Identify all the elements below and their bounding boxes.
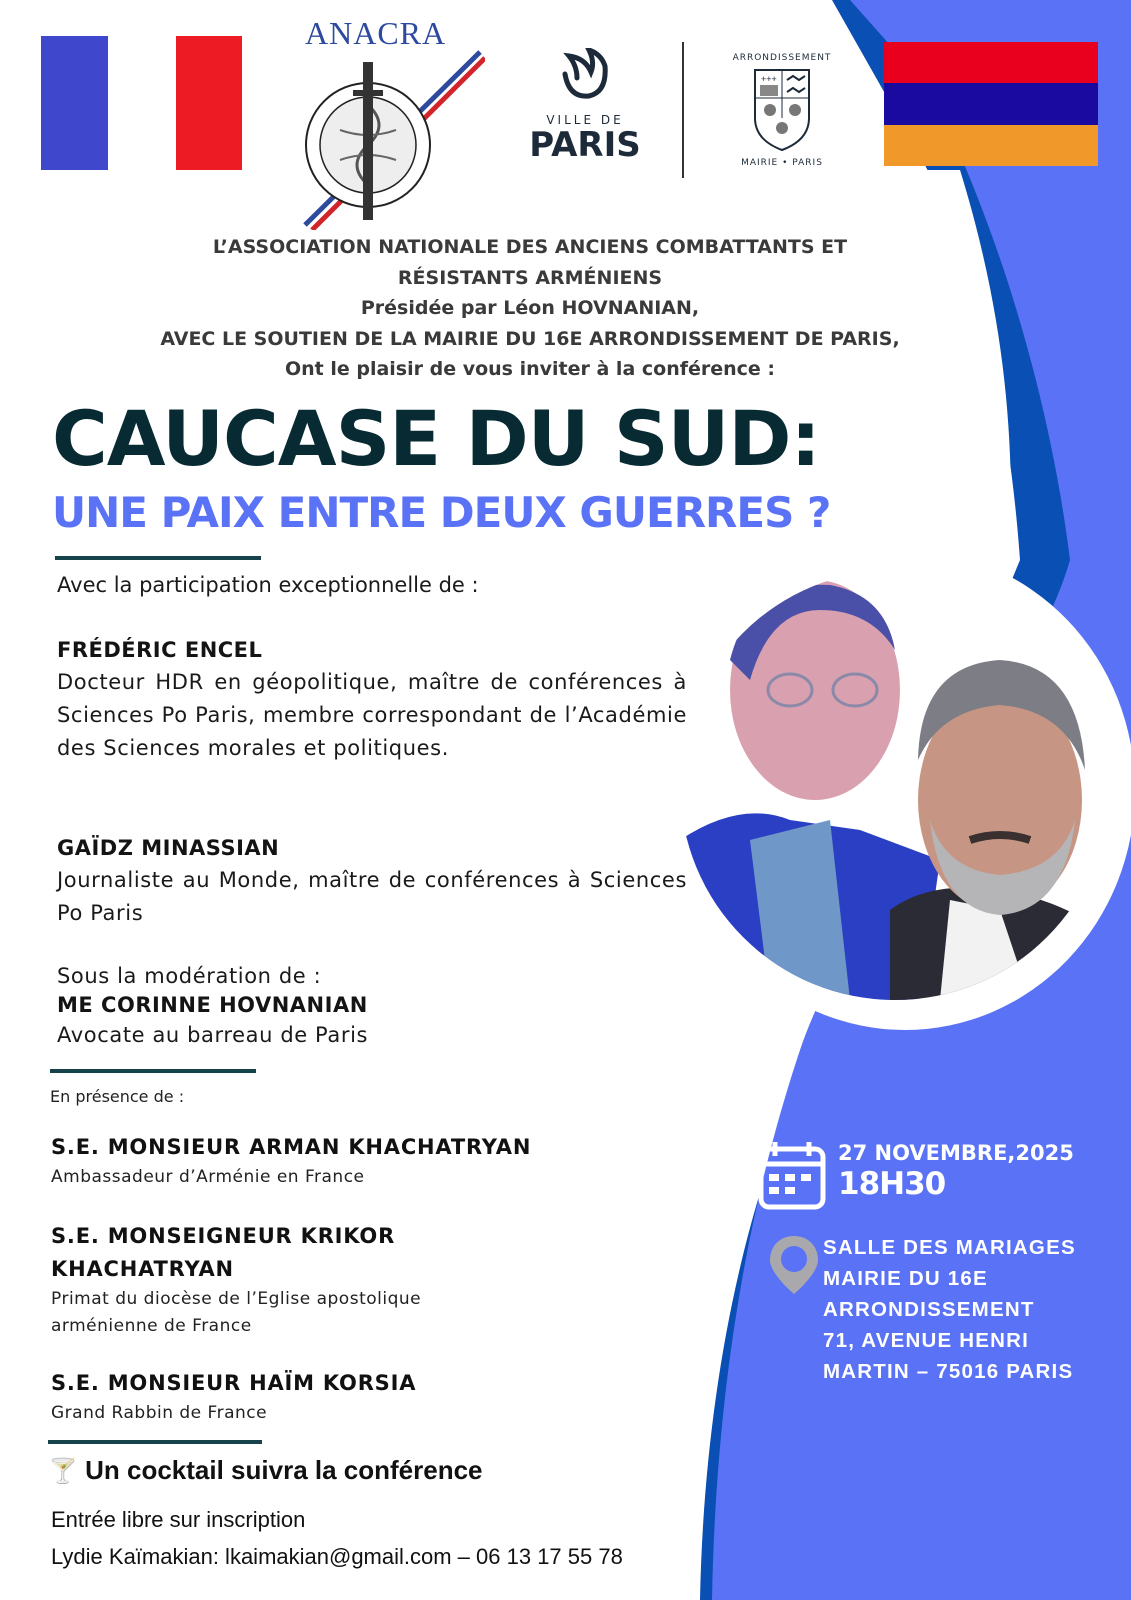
speakers-portrait-image	[680, 570, 1110, 1000]
anacra-logo-text: ANACRA	[305, 15, 447, 51]
calendar-icon	[757, 1140, 829, 1212]
france-flag-blue-stripe	[41, 36, 108, 170]
speaker-name: FRÉDÉRIC ENCEL	[57, 638, 263, 662]
france-flag-red-stripe	[176, 36, 242, 170]
guest-ambassador	[51, 1131, 671, 1191]
guest-title: Primat du diocèse de l’Eglise apostolique	[51, 1289, 422, 1309]
guest-name: S.E. MONSIEUR ARMAN KHACHATRYAN	[51, 1135, 532, 1159]
guest-title: arménienne de France	[51, 1316, 252, 1336]
paris-ship-icon	[555, 48, 615, 104]
section-divider	[50, 1069, 256, 1073]
guest-grand-rabbin	[51, 1367, 671, 1427]
speaker-description: Journaliste au Monde, maître de conférences à Sciences Po Paris	[57, 868, 687, 925]
moderation-block	[57, 960, 657, 1052]
section-divider	[48, 1440, 262, 1444]
cocktail-note: 🍸 Un cocktail suivra la conférence	[48, 1455, 483, 1485]
guest-primat	[51, 1220, 671, 1340]
guest-name: S.E. MONSEIGNEUR KRIKOR	[51, 1224, 396, 1248]
ville-de-paris-logo: VILLE DE PARIS	[522, 48, 648, 163]
speaker-name: GAÏDZ MINASSIAN	[57, 836, 280, 860]
svg-text:MAIRIE • PARIS: MAIRIE • PARIS	[741, 158, 823, 168]
map-pin-icon	[768, 1234, 820, 1296]
speaker-minassian	[57, 836, 687, 930]
participation-label: Avec la participation exceptionnelle de :	[57, 573, 479, 597]
guest-name: KHACHATRYAN	[51, 1257, 234, 1281]
cocktail-icon: 🍸	[48, 1458, 78, 1485]
armenia-flag	[884, 42, 1098, 166]
event-time: 18H30	[838, 1166, 946, 1202]
moderation-label: Sous la modération de :	[57, 964, 322, 988]
mairie-16e-seal-icon	[715, 40, 850, 175]
speaker-encel	[57, 638, 687, 765]
section-divider	[55, 556, 261, 560]
invitation-intro: L’ASSOCIATION NATIONALE DES ANCIENS COMBATTANTS ET RÉSISTANTS ARMÉNIENS Présidée par Léon HOVNANIAN, AVEC LE SOUTIEN DE LA MAIRIE DU 16E ARRONDISSEMENT DE PARIS, Ont le plaisir de vous inviter à la conférence :	[160, 236, 900, 380]
event-venue: SALLE DES MARIAGES MAIRIE DU 16E ARRONDISSEMENT 71, AVENUE HENRI MARTIN – 75016 PARIS	[823, 1236, 1076, 1383]
contact-info[interactable]: Lydie Kaïmakian: lkaimakian@gmail.com – 06 13 17 55 78	[51, 1544, 623, 1569]
speakers-photo	[680, 570, 1110, 1000]
svg-text:+++: +++	[761, 74, 777, 84]
moderator-name: ME CORINNE HOVNANIAN	[57, 993, 368, 1017]
moderator-title: Avocate au barreau de Paris	[57, 1023, 369, 1047]
logo-divider	[682, 42, 684, 178]
presence-label: En présence de :	[50, 1087, 185, 1106]
guest-title: Grand Rabbin de France	[51, 1403, 268, 1423]
svg-text:ARRONDISSEMENT: ARRONDISSEMENT	[732, 53, 832, 63]
conference-title: CAUCASE DU SUD:	[52, 394, 820, 483]
entry-info: Entrée libre sur inscription	[51, 1507, 306, 1532]
guest-title: Ambassadeur d’Arménie en France	[51, 1167, 365, 1187]
anacra-emblem-icon	[300, 50, 485, 230]
event-date: 27 NOVEMBRE,2025	[838, 1141, 1074, 1165]
speaker-description: Docteur HDR en géopolitique, maître de conférences à Sciences Po Paris, membre correspondant de l’Académie des Sciences morales et politiques.	[57, 670, 687, 760]
guest-name: S.E. MONSIEUR HAÏM KORSIA	[51, 1371, 417, 1395]
conference-subtitle: UNE PAIX ENTRE DEUX GUERRES ?	[52, 488, 831, 537]
